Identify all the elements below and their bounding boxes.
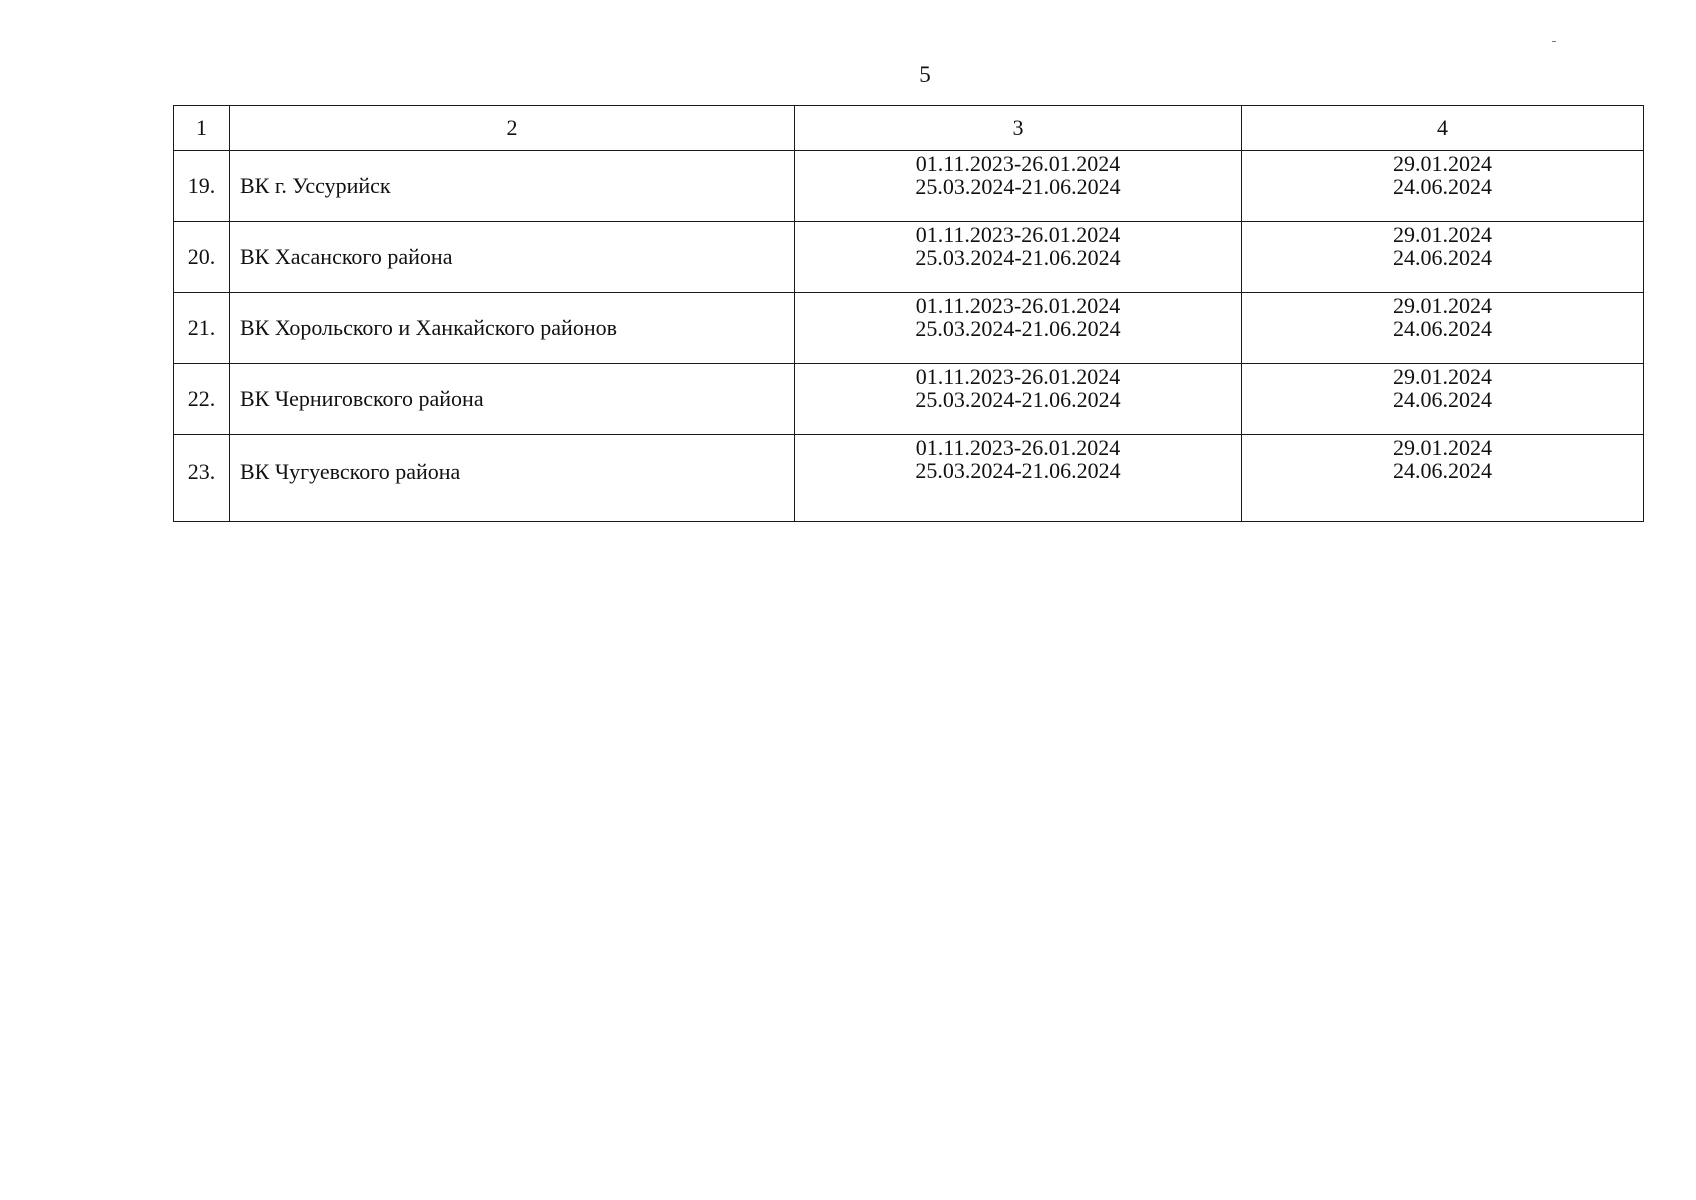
period-cell: [795, 435, 1242, 522]
date-line: 24.06.2024: [1393, 174, 1492, 199]
page-number: 5: [919, 62, 931, 87]
row-number: 19.: [174, 151, 230, 222]
period-line: 01.11.2023-26.01.2024: [915, 435, 1121, 460]
header-cell: 4: [1242, 106, 1644, 151]
period-line: 25.03.2024-21.06.2024: [915, 245, 1121, 270]
date-line: 24.06.2024: [1393, 245, 1492, 270]
date-line: 29.01.2024: [1393, 293, 1492, 318]
schedule-table: [173, 105, 1644, 522]
period-line: 01.11.2023-26.01.2024: [915, 364, 1121, 389]
row-number: 22.: [174, 364, 230, 435]
date-cell: [1242, 222, 1644, 293]
table-header-row: [174, 106, 1644, 151]
date-cell: [1242, 435, 1644, 522]
row-number: 20.: [174, 222, 230, 293]
commission-name: ВК Хорольского и Ханкайского районов: [230, 293, 795, 364]
period-line: 01.11.2023-26.01.2024: [915, 293, 1121, 318]
period-line: 25.03.2024-21.06.2024: [915, 458, 1121, 483]
commission-name: ВК Черниговского района: [230, 364, 795, 435]
header-cell: 3: [795, 106, 1242, 151]
header-cell: 2: [230, 106, 795, 151]
period-line: 01.11.2023-26.01.2024: [915, 222, 1121, 247]
date-cell: [1242, 151, 1644, 222]
period-cell: [795, 222, 1242, 293]
table-row: [174, 435, 1644, 522]
date-cell: [1242, 293, 1644, 364]
date-cell: [1242, 364, 1644, 435]
period-line: 25.03.2024-21.06.2024: [915, 316, 1121, 341]
period-line: 01.11.2023-26.01.2024: [915, 151, 1121, 176]
table-row: [174, 151, 1644, 222]
period-cell: [795, 151, 1242, 222]
commission-name: ВК Чугуевского района: [230, 435, 795, 522]
row-number: 23.: [174, 435, 230, 522]
commission-name: ВК Хасанского района: [230, 222, 795, 293]
row-number: 21.: [174, 293, 230, 364]
date-line: 24.06.2024: [1393, 316, 1492, 341]
date-line: 29.01.2024: [1393, 435, 1492, 460]
table-row: [174, 222, 1644, 293]
commission-name: ВК г. Уссурийск: [230, 151, 795, 222]
date-line: 29.01.2024: [1393, 364, 1492, 389]
table-row: [174, 364, 1644, 435]
period-line: 25.03.2024-21.06.2024: [915, 387, 1121, 412]
period-line: 25.03.2024-21.06.2024: [915, 174, 1121, 199]
date-line: 24.06.2024: [1393, 458, 1492, 483]
header-cell: 1: [174, 106, 230, 151]
scan-speck: [1552, 41, 1556, 42]
date-line: 24.06.2024: [1393, 387, 1492, 412]
date-line: 29.01.2024: [1393, 151, 1492, 176]
period-cell: [795, 293, 1242, 364]
period-cell: [795, 364, 1242, 435]
date-line: 29.01.2024: [1393, 222, 1492, 247]
table-row: [174, 293, 1644, 364]
